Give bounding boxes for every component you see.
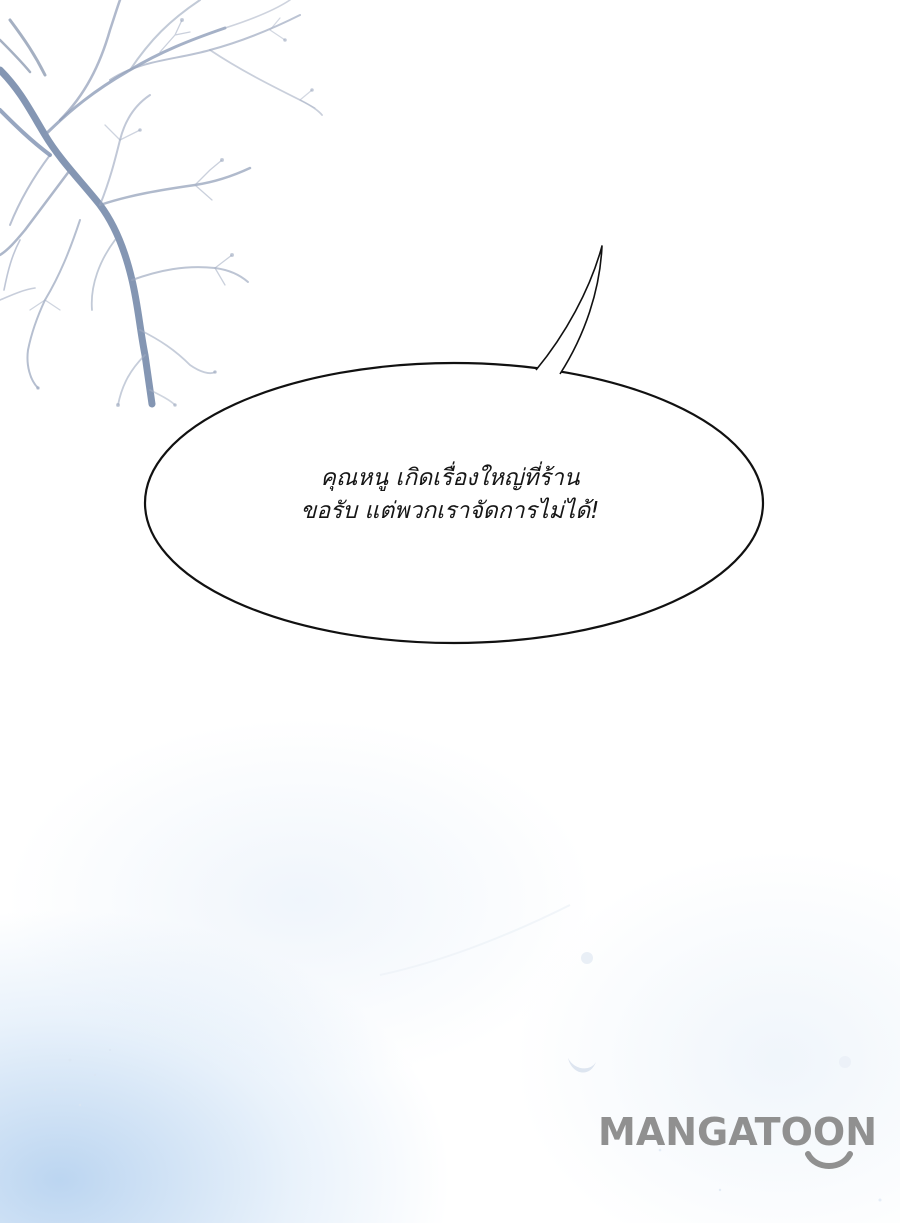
sparkle-dot: [839, 1056, 851, 1068]
speech-line-2: ขอรับ แต่พวกเราจัดการไม่ได้!: [300, 498, 600, 524]
smile-icon: [804, 1148, 854, 1174]
watermark-logo: [598, 1108, 900, 1176]
speech-line-1: คุณหนู เกิดเรื่องใหญ่ที่ร้าน: [320, 465, 580, 491]
moon-icon: [568, 1058, 596, 1073]
watermark-text: MANGATOON: [598, 1110, 878, 1154]
sparkle-dot: [581, 952, 593, 964]
